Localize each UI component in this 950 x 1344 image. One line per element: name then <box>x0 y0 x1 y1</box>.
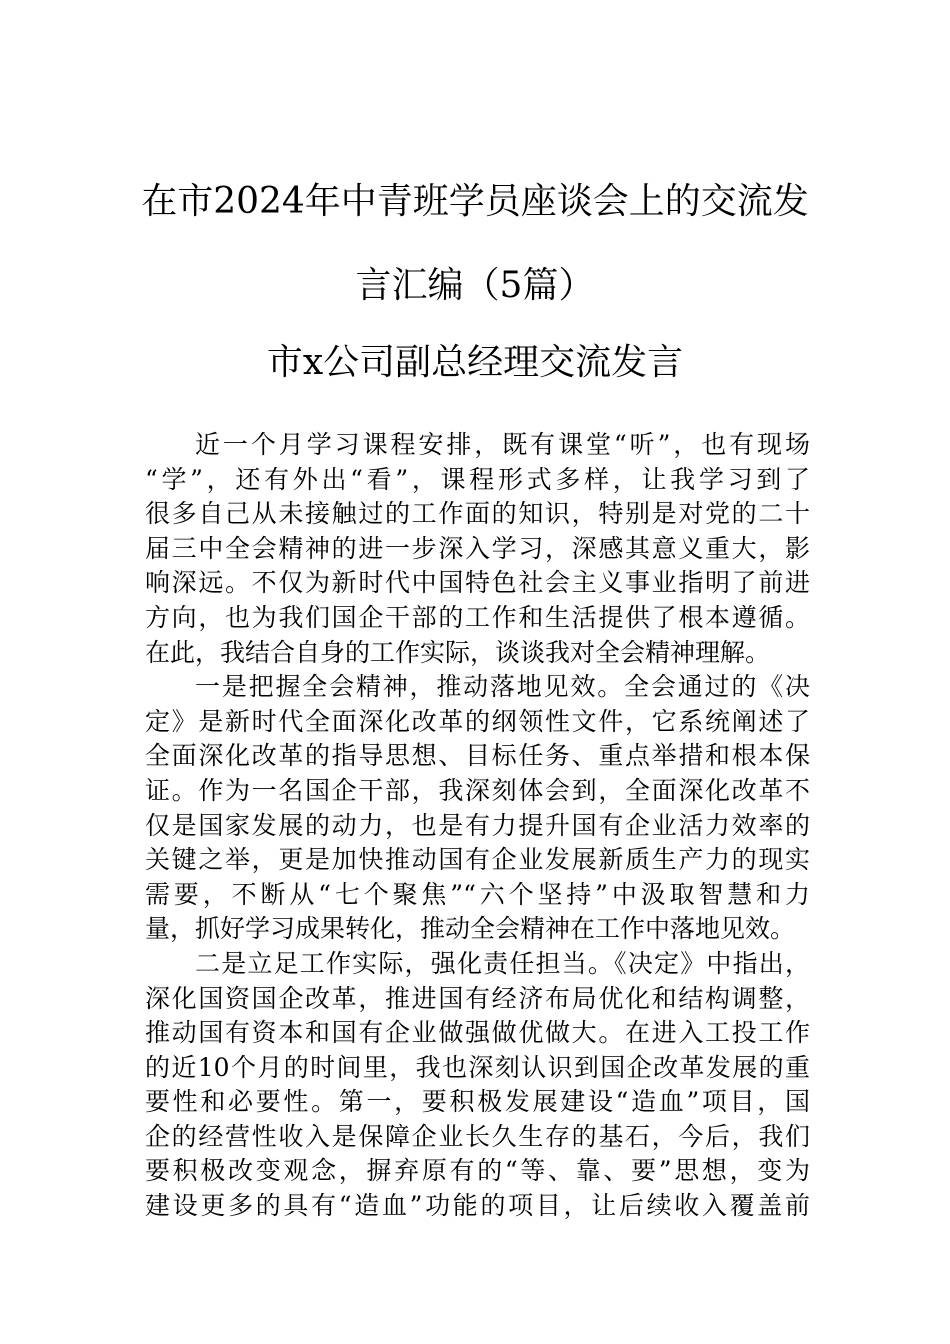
body-line-16: 二是立足工作实际，强化责任担当。《决定》中指出， <box>195 948 810 978</box>
document-title-line-2: 言汇编（5篇） <box>355 265 595 306</box>
body-line-8: 一是把握全会精神，推动落地见效。全会通过的《决 <box>195 672 810 702</box>
section-heading: 市x公司副总经理交流发言 <box>266 342 684 383</box>
body-line-18: 推动国有资本和国有企业做强做优做大。在进入工投工作 <box>145 1018 810 1048</box>
body-line-17: 深化国资国企改革，推进国有经济布局优化和结构调整， <box>145 983 810 1013</box>
body-line-2: “学”，还有外出“看”，课程形式多样，让我学习到了 <box>145 464 810 494</box>
body-line-14: 需要，不断从“七个聚焦”“六个坚持”中汲取智慧和力 <box>145 879 810 909</box>
body-line-7: 在此，我结合自身的工作实际，谈谈我对全会精神理解。 <box>145 637 771 667</box>
body-line-22: 要积极改变观念，摒弃原有的“等、靠、要”思想，变为 <box>145 1156 810 1186</box>
body-line-20: 要性和必要性。第一，要积极发展建设“造血”项目，国 <box>145 1087 810 1117</box>
body-line-12: 仅是国家发展的动力，也是有力提升国有企业活力效率的 <box>145 810 810 840</box>
body-line-13: 关键之举，更是加快推动国有企业发展新质生产力的现实 <box>145 845 810 875</box>
body-line-5: 响深远。不仅为新时代中国特色社会主义事业指明了前进 <box>145 568 810 598</box>
document-title-line-1: 在市2024年中青班学员座谈会上的交流发 <box>141 181 809 222</box>
body-line-1: 近一个月学习课程安排，既有课堂“听”，也有现场 <box>195 430 810 459</box>
body-line-19: 的近10个月的时间里，我也深刻认识到国企改革发展的重 <box>145 1052 810 1082</box>
body-line-9: 定》是新时代全面深化改革的纲领性文件，它系统阐述了 <box>145 706 810 736</box>
body-line-21: 企的经营性收入是保障企业长久生存的基石，今后，我们 <box>145 1121 810 1151</box>
body-line-10: 全面深化改革的指导思想、目标任务、重点举措和根本保 <box>145 741 810 771</box>
body-line-4: 届三中全会精神的进一步深入学习，深感其意义重大，影 <box>145 533 810 563</box>
body-line-6: 方向，也为我们国企干部的工作和生活提供了根本遵循。 <box>145 602 810 632</box>
body-line-3: 很多自己从未接触过的工作面的知识，特别是对党的二十 <box>145 499 810 529</box>
body-text <box>145 428 810 1224</box>
body-line-23: 建设更多的具有“造血”功能的项目，让后续收入覆盖前 <box>145 1191 810 1221</box>
document-title <box>120 160 830 328</box>
body-line-11: 证。作为一名国企干部，我深刻体会到，全面深化改革不 <box>145 775 810 805</box>
body-line-15: 量，抓好学习成果转化，推动全会精神在工作中落地见效。 <box>145 914 796 944</box>
